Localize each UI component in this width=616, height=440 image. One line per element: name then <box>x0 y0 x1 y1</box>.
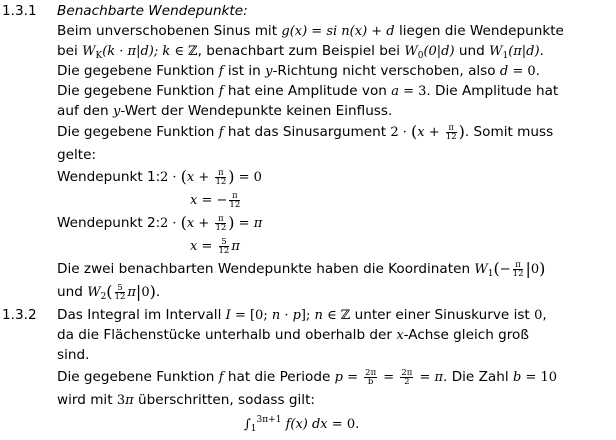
math-segment: W <box>82 44 96 59</box>
fraction-numerator: 5 <box>115 284 126 293</box>
math-segment: 0 <box>530 262 540 277</box>
text-segment: auf den <box>57 103 113 119</box>
text-line <box>57 102 392 120</box>
math-superscript: 3π+1 <box>256 415 282 425</box>
math-subscript: 2 <box>100 292 107 302</box>
math-segment: π <box>125 393 134 408</box>
math-segment: x <box>190 193 198 208</box>
math-segment: = 3 <box>398 84 427 99</box>
math-fraction <box>215 215 226 232</box>
text-segment: . Die Zahl <box>443 369 513 385</box>
text-line <box>57 391 315 409</box>
text-line <box>57 368 557 386</box>
text-segment: -Achse gleich groß <box>403 327 529 343</box>
math-segment: ∫ <box>244 417 251 432</box>
text-segment: ist in <box>223 63 266 79</box>
math-segment: 0 <box>534 308 543 323</box>
math-bar: | <box>135 282 142 301</box>
text-segment: , benachbart zum Beispiel bei <box>197 43 405 59</box>
text-line <box>190 237 240 255</box>
fraction-denominator: 12 <box>215 222 227 233</box>
math-segment: (0|d) <box>423 44 455 59</box>
math-segment: 0 <box>141 285 150 300</box>
math-segment: W <box>404 44 418 59</box>
math-segment: = <box>379 370 399 385</box>
math-segment: = <box>234 216 254 231</box>
math-segment: p <box>334 370 343 385</box>
math-segment: = [0; <box>230 308 272 323</box>
text-line <box>244 415 359 433</box>
math-segment: π <box>253 216 263 231</box>
math-segment: π <box>231 239 240 254</box>
math-fraction <box>364 369 377 386</box>
text-segment: und <box>454 43 490 59</box>
text-line <box>57 260 545 278</box>
text-segment: . <box>535 63 540 79</box>
math-segment: x <box>417 125 425 140</box>
text-segment: -Wert der Wendepunkte keinen Einfluss. <box>120 103 393 119</box>
math-parenthesis: ) <box>149 282 156 301</box>
text-segment: Die gegebene Funktion <box>57 63 219 79</box>
math-segment: π <box>434 370 444 385</box>
math-subscript: 1 <box>502 51 509 61</box>
math-parenthesis: ) <box>539 259 546 278</box>
math-segment: + <box>194 216 214 231</box>
math-segment: = <box>342 370 363 385</box>
fraction-numerator: 5 <box>219 238 230 247</box>
fraction-denominator: 12 <box>215 176 227 187</box>
math-segment: 2 · <box>160 170 181 185</box>
math-segment: ∈ ℤ <box>322 308 351 323</box>
fraction-denominator: 12 <box>218 245 230 256</box>
fraction-numerator: π <box>513 261 524 270</box>
math-segment: W <box>87 285 101 300</box>
math-segment: = 0. <box>327 417 360 432</box>
math-segment: x <box>186 170 195 185</box>
math-segment: x <box>396 328 404 343</box>
text-line <box>57 146 96 164</box>
math-subscript: 0 <box>417 51 424 61</box>
math-fraction <box>229 192 240 209</box>
math-segment: = 0 <box>234 170 262 185</box>
text-line <box>57 346 89 364</box>
math-segment: x <box>190 239 198 254</box>
text-segment: unter einer Sinuskurve ist <box>350 307 535 323</box>
text-segment: bei <box>57 43 83 59</box>
section-title: Benachbarte Wendepunkte: <box>57 3 248 19</box>
math-segment: ∈ ℤ <box>174 44 198 59</box>
text-segment: Das Integral im Intervall <box>57 307 226 323</box>
fraction-denominator: b <box>367 376 374 387</box>
math-parenthesis: ) <box>228 213 235 232</box>
fraction-numerator: π <box>215 215 226 224</box>
text-line <box>57 82 558 100</box>
fraction-numerator: 2π <box>401 367 413 378</box>
fraction-numerator: π <box>446 124 457 133</box>
text-segment: hat das Sinusargument <box>223 124 391 140</box>
math-parenthesis: ( <box>411 122 418 141</box>
math-segment: x <box>186 216 195 231</box>
fraction-numerator: π <box>215 169 226 178</box>
text-segment: . Somit muss <box>464 124 554 140</box>
math-segment: d <box>499 64 509 79</box>
math-segment: f(x) dx <box>281 417 328 432</box>
math-fraction <box>400 369 413 386</box>
math-fraction <box>115 284 126 301</box>
math-parenthesis: ( <box>180 213 187 232</box>
math-segment: = − <box>197 193 228 208</box>
math-segment: f <box>218 125 224 140</box>
math-segment: a <box>391 84 399 99</box>
text-segment: . <box>155 284 161 300</box>
text-line <box>57 123 553 141</box>
math-parenthesis: ( <box>493 259 500 278</box>
math-segment: f <box>218 84 224 99</box>
fraction-denominator: 2 <box>404 376 410 387</box>
text-segment: -Richtung nicht verschoben, also <box>272 63 500 79</box>
text-segment: überschritten, sodass gilt: <box>133 392 315 408</box>
math-parenthesis: ( <box>180 167 187 186</box>
text-line <box>57 326 529 344</box>
text-segment: wird mit <box>57 392 117 408</box>
text-segment: da die Flächenstücke unterhalb und oberhalb der <box>57 327 397 343</box>
text-line <box>57 214 160 232</box>
math-segment: + <box>424 125 444 140</box>
math-segment: 2 · <box>160 216 181 231</box>
math-segment: (π|d) <box>508 44 540 59</box>
text-line <box>190 191 242 209</box>
text-segment: liegen die Wendepunkte <box>394 23 564 39</box>
math-parenthesis: ( <box>106 282 113 301</box>
math-segment: W <box>489 44 503 59</box>
math-segment: (k · π|d); k <box>102 44 175 59</box>
fraction-numerator: 2π <box>365 367 377 378</box>
text-segment: und <box>57 284 88 300</box>
math-segment: f <box>218 370 224 385</box>
text-line <box>57 306 547 324</box>
text-segment: Die gegebene Funktion <box>57 369 219 385</box>
text-segment: . <box>539 43 544 59</box>
text-segment: Wendepunkt 2: <box>57 215 161 231</box>
text-line <box>160 168 262 186</box>
math-segment: n · p <box>271 308 301 323</box>
math-segment: b <box>512 370 522 385</box>
math-parenthesis: ) <box>228 167 235 186</box>
math-segment: 2 · <box>390 125 412 140</box>
math-segment: g(x) = si n(x) + d <box>281 24 395 39</box>
math-bar: | <box>525 259 531 278</box>
math-fraction <box>513 261 524 278</box>
math-segment: f <box>218 64 224 79</box>
text-segment: Wendepunkt 1: <box>57 169 161 185</box>
fraction-numerator: π <box>229 192 240 201</box>
section-number: 1.3.1 <box>2 3 37 19</box>
text-segment: . Die Amplitude hat <box>426 83 559 99</box>
text-line <box>57 42 544 60</box>
text-line <box>57 62 540 80</box>
math-segment: y <box>112 104 121 119</box>
math-segment: π <box>127 285 136 300</box>
math-segment: ]; <box>300 308 315 323</box>
math-fraction <box>446 124 457 141</box>
fraction-denominator: 12 <box>114 291 126 302</box>
math-segment: + <box>194 170 214 185</box>
text-segment: hat die Periode <box>223 369 335 385</box>
math-segment: = <box>415 370 435 385</box>
text-segment: , <box>542 307 547 323</box>
fraction-denominator: 12 <box>445 131 457 142</box>
math-segment: n <box>314 308 323 323</box>
fraction-denominator: 12 <box>512 268 524 279</box>
math-subscript: 1 <box>487 269 494 279</box>
math-segment: 3 <box>116 393 126 408</box>
math-subscript: K <box>95 51 103 61</box>
math-parenthesis: ) <box>458 122 465 141</box>
text-line <box>57 22 564 40</box>
math-subscript: 1 <box>250 424 257 434</box>
text-segment: Die zwei benachbarten Wendepunkte haben die Koordinaten <box>57 261 475 277</box>
section-number: 1.3.2 <box>2 307 37 323</box>
text-line <box>160 214 262 232</box>
text-line <box>57 168 160 186</box>
fraction-denominator: 12 <box>229 199 241 210</box>
math-segment: − <box>499 262 511 277</box>
text-segment: hat eine Amplitude von <box>223 83 392 99</box>
math-fraction <box>215 169 226 186</box>
text-line <box>57 283 160 301</box>
text-segment: sind. <box>57 347 90 363</box>
math-segment: = 10 <box>521 370 558 385</box>
math-segment: y <box>265 64 273 79</box>
math-fraction <box>219 238 230 255</box>
math-segment: I <box>225 308 231 323</box>
text-segment: Beim unverschobenen Sinus mit <box>57 23 282 39</box>
text-segment: gelte: <box>57 147 97 163</box>
math-segment: = 0 <box>508 64 536 79</box>
text-segment: Die gegebene Funktion <box>57 124 219 140</box>
math-segment: W <box>474 262 488 277</box>
text-segment: Die gegebene Funktion <box>57 83 219 99</box>
math-segment: = <box>197 239 217 254</box>
